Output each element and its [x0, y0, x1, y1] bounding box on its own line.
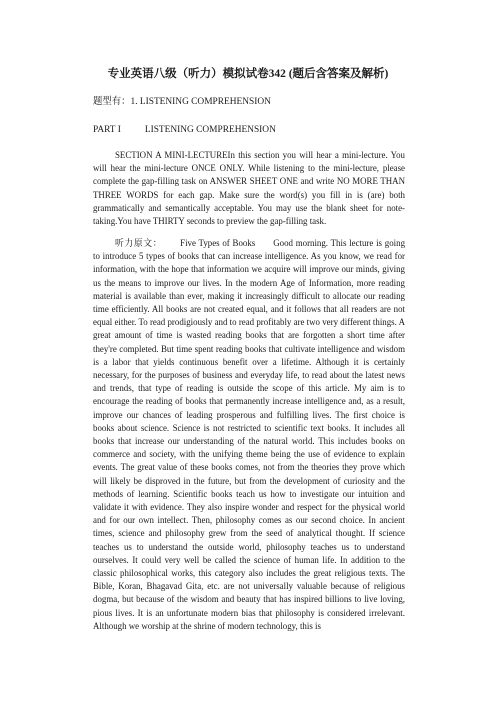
section-heading: SECTION A MINI-LECTURE	[115, 150, 228, 160]
lecture-title: Five Types of Books	[180, 238, 256, 248]
document-title: 专业英语八级（听力）模拟试卷342 (题后含答案及解析)	[107, 68, 389, 80]
question-type-label: 题型有：	[93, 97, 131, 107]
part-heading	[93, 124, 276, 136]
transcript-text: Good morning. This lecture is going to introduce 5 types of books that can increase intelligence. As you know, we read for information, with the hope that information we acquire will improve our minds, giving us the means to improve our lives. In the modern Age of Information, more reading material is available than ever, making it increasingly difficult to allocate our reading time efficiently. All books are not created equal, and it follows that all readers are not equal either. To read prodigiously and to read profitably are two very different things. A great amount of time is wasted reading books that are forgotten a short time after they're completed. But time spent reading books that cultivate intelligence and wisdom is a labor that yields continuous benefit over a lifetime. Although it is certainly necessary, for the purposes of business and everyday life, to read about the latest news and trends, that type of reading is outside the scope of this article. My aim is to encourage the reading of books that permanently increase intelligence and, as a result, improve our chances of leading prosperous and fulfilling lives. The first choice is books about science. Science is not restricted to scientific text books. It includes all books that increase our understanding of the natural world. This includes books on commerce and society, with the unifying theme being the use of evidence to explain events. The great value of these books comes, not from the theories they prove which will likely be disproved in the future, but from the development of curiosity and the methods of learning. Scientific books teach us how to investigate our intuition and validate it with evidence. They also inspire wonder and respect for the physical world and for our own intellect. Then, philosophy comes as our second choice. In ancient times, science and philosophy grew from the seed of analytical thought. If science teaches us to understand the outside world, philosophy teaches us to understand ourselves. It could very well be called the science of human life. In addition to the classic philosophical works, this category also includes the great religious texts. The Bible, Koran, Bhagavad Gita, etc. are not universally valuable because of religious dogma, but because of the wisdom and beauty that has inspired billions to live loving, pious lives. It is an unfortunate modern bias that philosophy is considered irrelevant. Although we worship at the shrine of modern technology, this is	[93, 238, 406, 631]
question-type-value: 1. LISTENING COMPREHENSION	[130, 97, 271, 107]
part-title: LISTENING COMPREHENSION	[144, 125, 276, 135]
section-instructions: In this section you will hear a mini-lecture. You will hear the mini-lecture ONCE ONLY. While listening to the mini-lecture, please complete the gap-filling task on ANSWER SHEET ONE and write NO MORE THAN THREE WORDS for each gap. Make sure the word(s) you fill in is (are) both grammatically and semantically acceptable. You may use the blank sheet for note-taking.You have THIRTY seconds to preview the gap-filling task.	[93, 150, 405, 227]
transcript-label: 听力原文：	[115, 238, 163, 248]
question-type-line	[93, 96, 271, 108]
section-a-block	[93, 149, 405, 228]
part-label: PART I	[93, 125, 121, 135]
transcript-block	[93, 237, 405, 633]
